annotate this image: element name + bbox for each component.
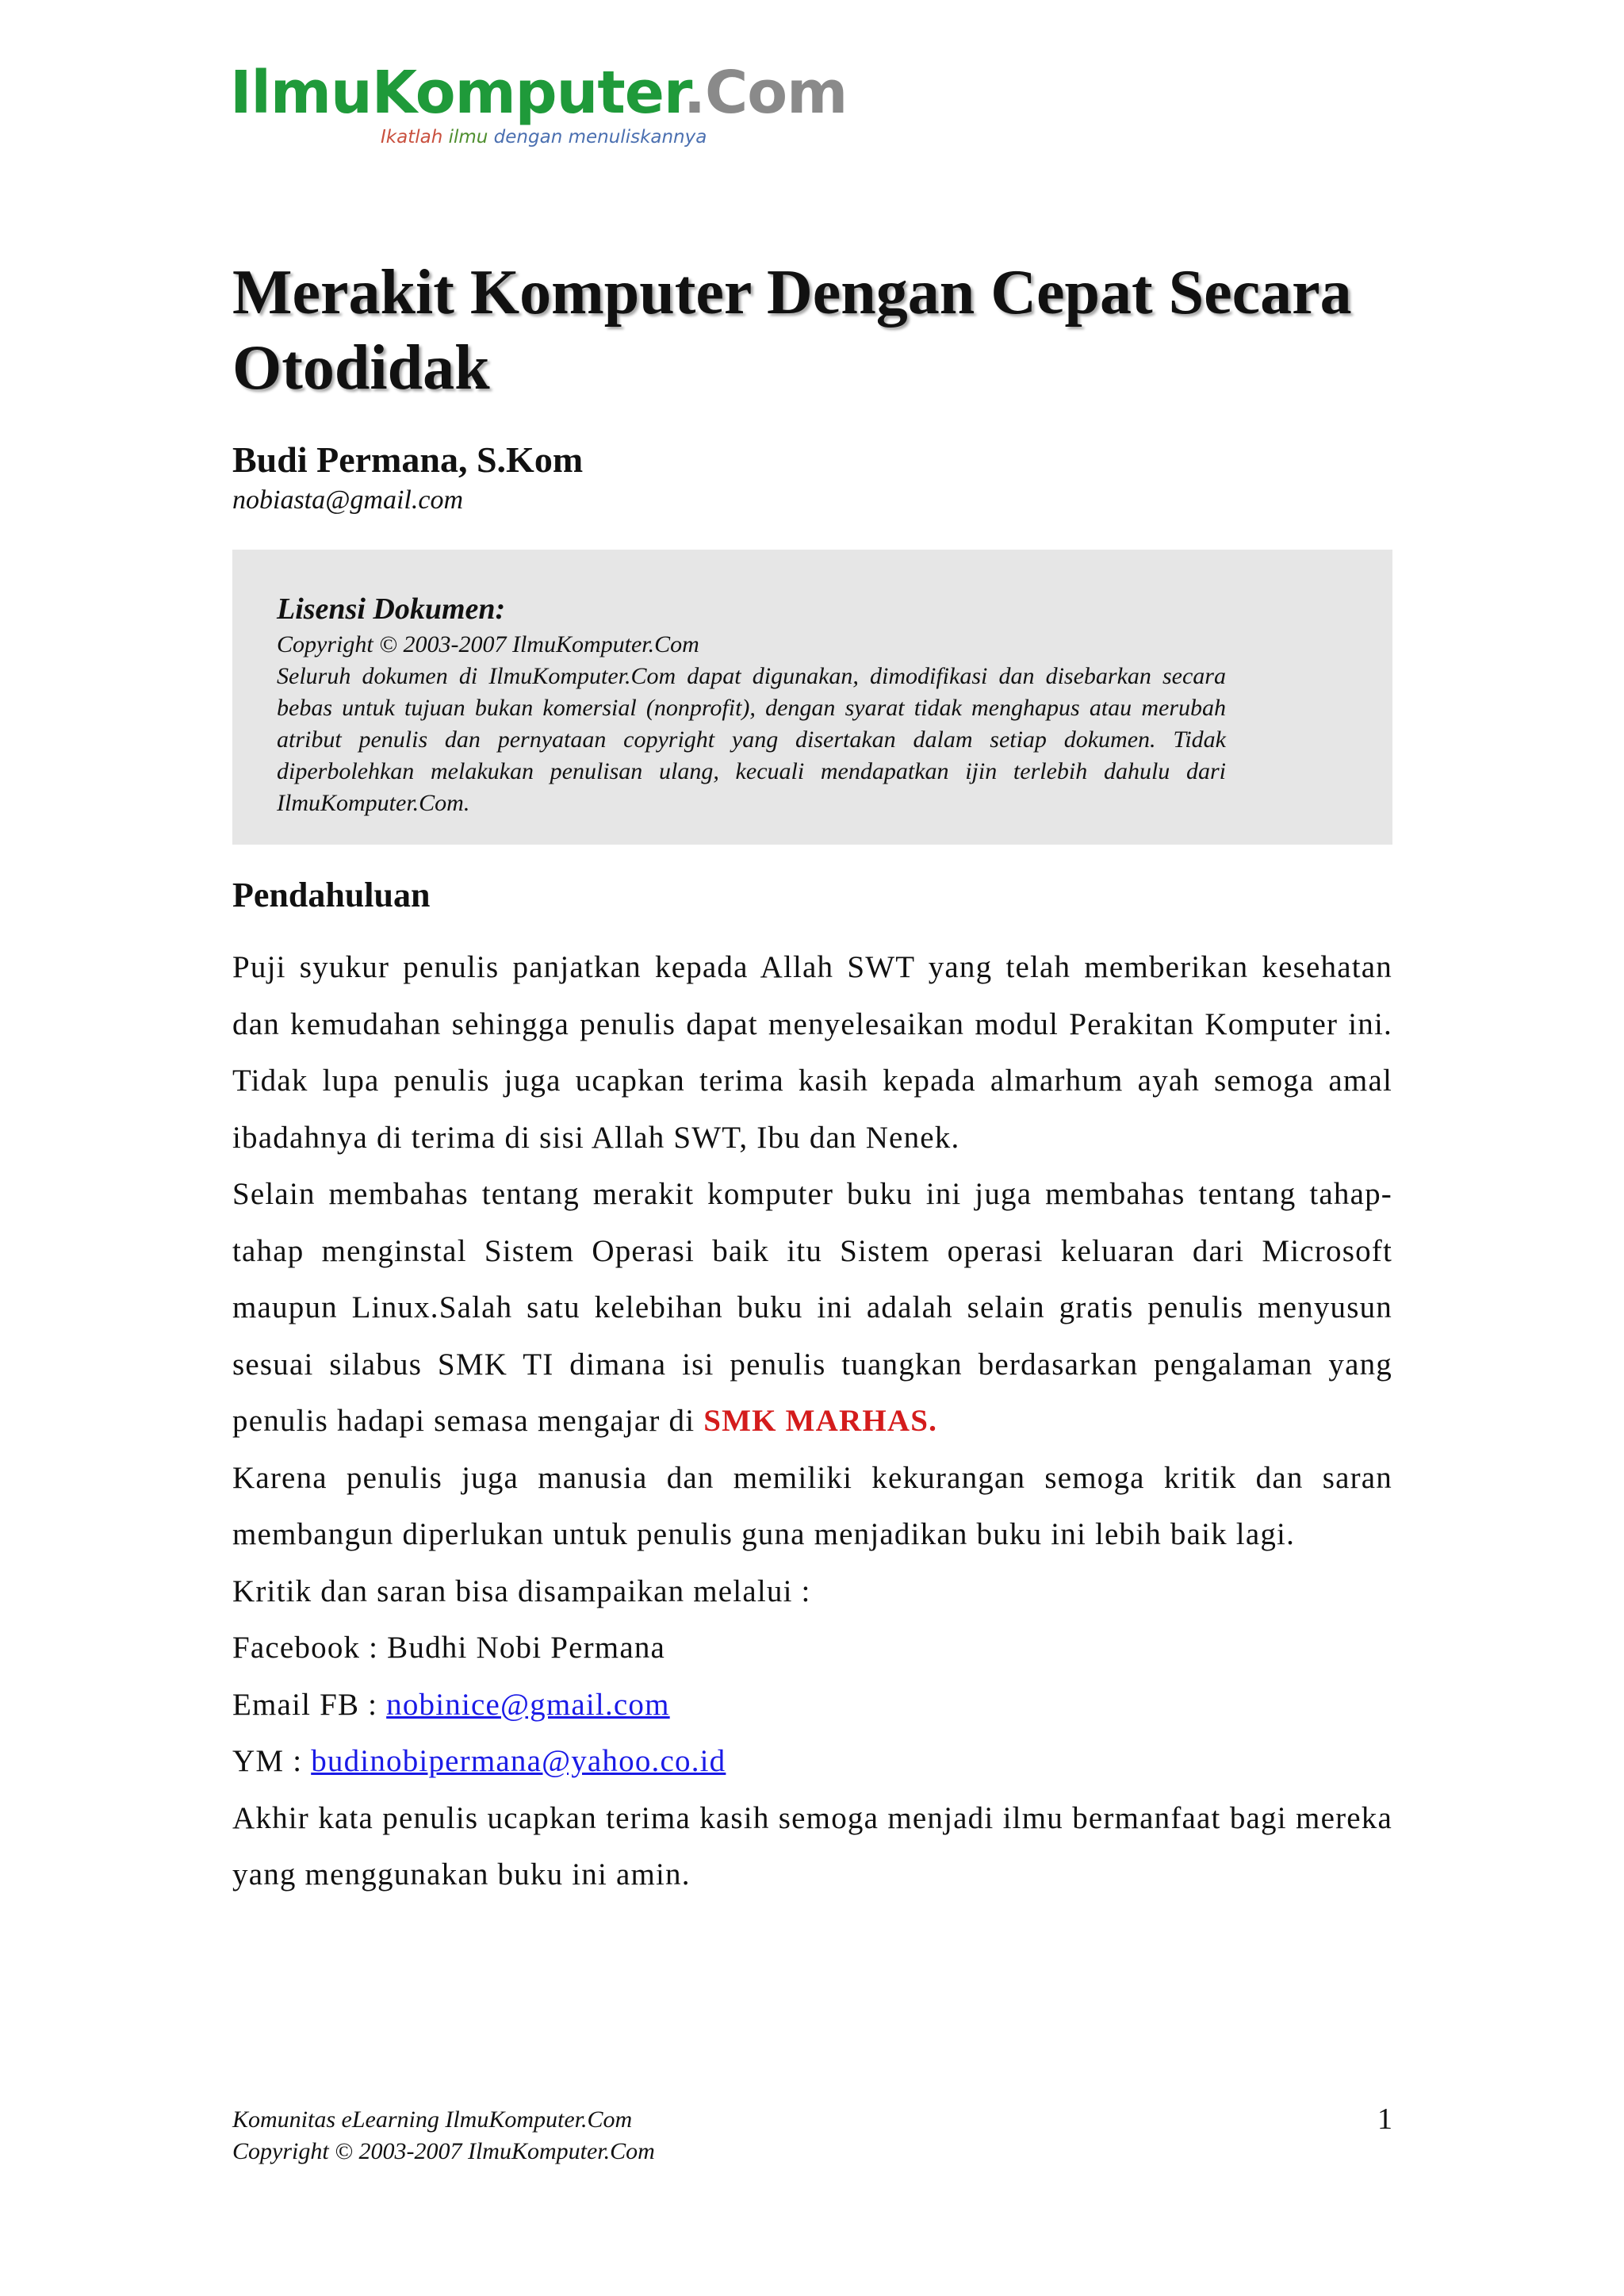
document-body [232,939,1392,1903]
footer-line-2: Copyright © 2003-2007 IlmuKomputer.Com [232,2138,655,2164]
logo-part2: Com [704,59,848,127]
license-heading: Lisensi Dokumen: [277,592,506,626]
ym-label: YM : [232,1744,303,1778]
school-highlight: SMK MARHAS. [703,1404,938,1438]
paragraph-closing: Akhir kata penulis ucapkan terima kasih semoga menjadi ilmu bermanfaat bagi mereka yang menggunakan buku ini amin. [232,1800,1392,1892]
paragraph-feedback: Karena penulis juga manusia dan memiliki kekurangan semoga kritik dan saran membangun diperlukan untuk penulis guna menjadikan buku ini lebih baik lagi. [232,1460,1392,1551]
contact-facebook: Facebook : Budhi Nobi Permana [232,1631,666,1665]
license-copyright: Copyright © 2003-2007 IlmuKomputer.Com [277,631,699,657]
paragraph-contact-intro: Kritik dan saran bisa disampaikan melalui : [232,1573,811,1608]
tagline-word-2: ilmu [448,127,488,148]
paragraph-intro: Puji syukur penulis panjatkan kepada Allah SWT yang telah memberikan kesehatan dan kemudahan sehingga penulis dapat menyelesaikan modul Perakitan Komputer ini. Tidak lupa penulis juga ucapkan terima kasih kepada almarhum ayah semoga amal ibadahnya di terima di sisi Allah SWT, Ibu dan Nenek. [232,950,1392,1155]
paragraph-content-text: Selain membahas tentang merakit komputer buku ini juga membahas tentang tahap-tahap menginstal Sistem Operasi baik itu Sistem operasi keluaran dari Microsoft maupun Linux.Salah satu kelebihan buku ini adalah selain gratis penulis menyusun sesuai silabus SMK TI dimana isi penulis tuangkan berdasarkan pengalaman yang penulis hadapi semasa mengajar di [232,1177,1392,1438]
logo-dot: . [683,59,705,127]
contact-email [232,1677,1392,1734]
author-email: nobiasta@gmail.com [232,485,463,515]
section-heading: Pendahuluan [232,876,431,914]
email-label: Email FB : [232,1687,378,1722]
logo-part1: IlmuKomputer [230,59,684,127]
tagline-word-4: menuliskannya [568,127,707,148]
page-footer [232,2104,655,2168]
paragraph-content [232,1166,1392,1450]
logo-tagline [381,127,847,148]
site-logo [230,59,848,148]
ym-link[interactable]: budinobipermana@yahoo.co.id [311,1744,726,1778]
document-title: Merakit Komputer Dengan Cepat Secara Otodidak [232,258,1352,403]
license-box [232,550,1392,845]
tagline-word-3: dengan [493,127,563,148]
author-name: Budi Permana, S.Kom [232,439,584,480]
footer-line-1: Komunitas eLearning IlmuKomputer.Com [232,2106,633,2133]
license-body: Seluruh dokumen di IlmuKomputer.Com dapat digunakan, dimodifikasi dan disebarkan secara bebas untuk tujuan bukan komersial (nonprofit), dengan syarat tidak menghapus atau merubah atribut penulis dan pernyataan copyright yang disertakan dalam setiap dokumen. Tidak diperbolehkan melakukan penulisan ulang, kecuali mendapatkan ijin terlebih dahulu dari IlmuKomputer.Com. [277,663,1226,816]
email-link[interactable]: nobinice@gmail.com [386,1687,670,1722]
logo-wordmark [230,59,848,127]
contact-ym [232,1733,1392,1790]
page-number: 1 [1377,2102,1392,2136]
tagline-word-1: Ikatlah [381,127,443,148]
